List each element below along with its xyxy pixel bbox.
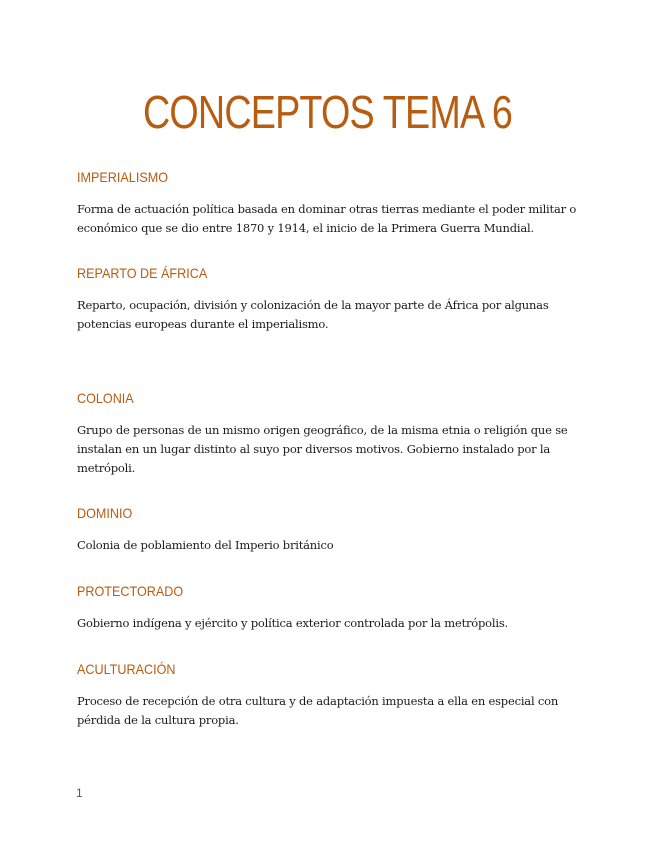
section-heading-colonia: COLONIA [77, 390, 134, 406]
section-text-reparto-de-africa: Reparto, ocupación, división y colonización de la mayor parte de África por algunas potencias europeas durante el imperialismo. [77, 298, 549, 331]
section-heading-imperialismo: IMPERIALISMO [77, 169, 169, 185]
section-text-protectorado: Gobierno indígena y ejército y política exterior controlada por la metrópolis. [77, 616, 509, 630]
page-title: CONCEPTOS TEMA 6 [142, 86, 513, 138]
section-heading-reparto-de-africa: REPARTO DE ÁFRICA [77, 265, 208, 281]
page-number: 1 [76, 786, 83, 800]
section-text-aculturacion: Proceso de recepción de otra cultura y de adaptación impuesta a ella en especial con pérdida de la cultura propia. [77, 694, 559, 727]
section-heading-aculturacion: ACULTURACIÓN [77, 661, 176, 677]
section-text-imperialismo: Forma de actuación política basada en dominar otras tierras mediante el poder militar o económico que se dio entre 1870 y 1914, el inicio de la Primera Guerra Mundial. [77, 202, 577, 235]
section-heading-dominio: DOMINIO [77, 505, 133, 521]
section-text-colonia: Grupo de personas de un mismo origen geográfico, de la misma etnia o religión que se instalan en un lugar distinto al suyo por diversos motivos. Gobierno instalado por la metrópoli. [77, 423, 568, 475]
section-text-dominio: Colonia de poblamiento del Imperio británico [77, 538, 334, 552]
section-heading-protectorado: PROTECTORADO [77, 583, 184, 599]
